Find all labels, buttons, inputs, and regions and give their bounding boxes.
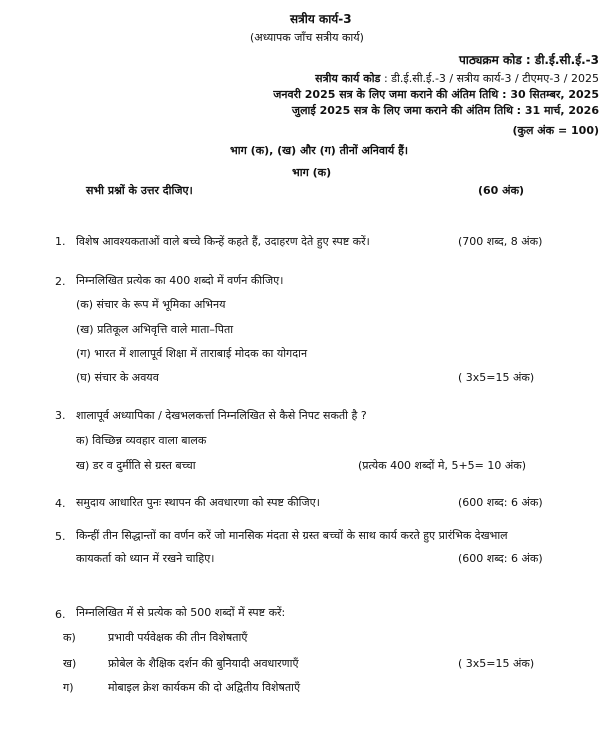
question-6-part-label: ख): [63, 657, 77, 670]
question-2-part: (ग) भारत में शालापूर्व शिक्षा में ताराबाई मोदक का योगदान: [76, 347, 308, 360]
question-2-part: (ख) प्रतिकूल अभिवृत्ति वाले माता–पिता: [76, 323, 234, 336]
question-6-marks: ( 3x5=15 अंक): [458, 657, 535, 670]
question-6-part-text: फ्रोबेल के शैक्षिक दर्शन की बुनियादी अवधारणाएँ: [108, 657, 299, 670]
section-heading: भाग (क): [292, 166, 332, 179]
instruction: भाग (क), (ख) और (ग) तीनों अनिवार्य हैं।: [230, 144, 409, 157]
deadline-july: [292, 103, 599, 118]
assignment-code: [315, 71, 599, 86]
total-marks: (कुल अंक = 100): [512, 124, 599, 137]
section-marks: (60 अंक): [478, 184, 525, 197]
question-6-number: 6.: [55, 608, 66, 621]
question-6-part-text: प्रभावी पर्यवेक्षक की तीन विशेषताएँ: [108, 631, 248, 644]
assignment-code-value: : डी.ई.सी.ई.-3 / सत्रीय कार्य-3 / टीएमए-3 / 2025: [383, 72, 599, 85]
question-3-marks: (प्रत्येक 400 शब्दों मे, 5+5= 10 अंक): [358, 459, 527, 472]
course-code: पाठ्यक्रम कोड : डी.ई.सी.ई.-3: [458, 53, 599, 67]
question-2-part: (क) संचार के रूप में भूमिका अभिनय: [76, 298, 226, 311]
question-1-number: 1.: [55, 235, 66, 248]
question-6-text: निम्नलिखित में से प्रत्येक को 500 शब्दों में स्पष्ट करें:: [76, 606, 286, 619]
deadline-july-label: जुलाई 2025 सत्र के लिए जमा कराने की अंतिम तिथि: [291, 104, 514, 117]
question-3-part: क) विच्छिन्न व्यवहार वाला बालक: [76, 434, 207, 447]
question-4-number: 4.: [55, 497, 66, 510]
page-title: सत्रीय कार्य-3: [290, 12, 352, 26]
question-1-text: विशेष आवश्यकताओं वाले बच्चे किन्हें कहते हैं, उदाहरण देते हुए स्पष्ट करें।: [76, 235, 370, 248]
question-3-text: शालापूर्व अध्यापिका / देखभलकर्त्ता निम्नलिखित से कैसे निपट सकती है ?: [76, 409, 367, 422]
deadline-july-value: : 31 मार्च, 2026: [516, 104, 599, 117]
question-2-text: निम्नलिखित प्रत्येक का 400 शब्दो में वर्णन कीजिए।: [76, 274, 284, 287]
question-4-text: समुदाय आधारित पुनः स्थापन की अवधारणा को स्पष्ट कीजिए।: [76, 496, 320, 509]
question-2-marks: ( 3x5=15 अंक): [458, 371, 535, 384]
question-6-part-text: मोबाइल क्रेश कार्यकम की दो अद्वितीय विशेषताएँ: [108, 681, 301, 694]
answer-all-instruction: सभी प्रश्नों के उत्तर दीजिए।: [86, 184, 193, 197]
page-subtitle: (अध्यापक जाँच सत्रीय कार्य): [250, 31, 364, 44]
question-2-part: (घ) संचार के अवयव: [76, 371, 159, 384]
assignment-code-label: सत्रीय कार्य कोड: [315, 72, 381, 85]
question-3-part: ख) डर व दुर्मीति से ग्रस्त बच्चा: [76, 459, 196, 472]
question-5-number: 5.: [55, 530, 66, 543]
deadline-january: जनवरी 2025 सत्र के लिए जमा कराने की अंतिम तिथि : 30 सितम्बर, 2025: [273, 88, 599, 101]
question-3-number: 3.: [55, 409, 66, 422]
question-5-text: किन्हीं तीन सिद्धान्तों का वर्णन करें जो मानसिक मंदता से ग्रस्त बच्चों के साथ कार्य करते हुए प्रारंभिक देखभाल: [76, 529, 508, 542]
question-4-marks: (600 शब्द: 6 अंक): [458, 496, 543, 509]
question-6-part-label: क): [63, 631, 76, 644]
question-5-text-continued: कायकर्ता को ध्यान में रखने चाहिए।: [76, 552, 215, 565]
question-6-part-label: ग): [63, 681, 74, 694]
question-1-marks: (700 शब्द, 8 अंक): [458, 235, 543, 248]
question-5-marks: (600 शब्द: 6 अंक): [458, 552, 543, 565]
question-2-number: 2.: [55, 275, 66, 288]
